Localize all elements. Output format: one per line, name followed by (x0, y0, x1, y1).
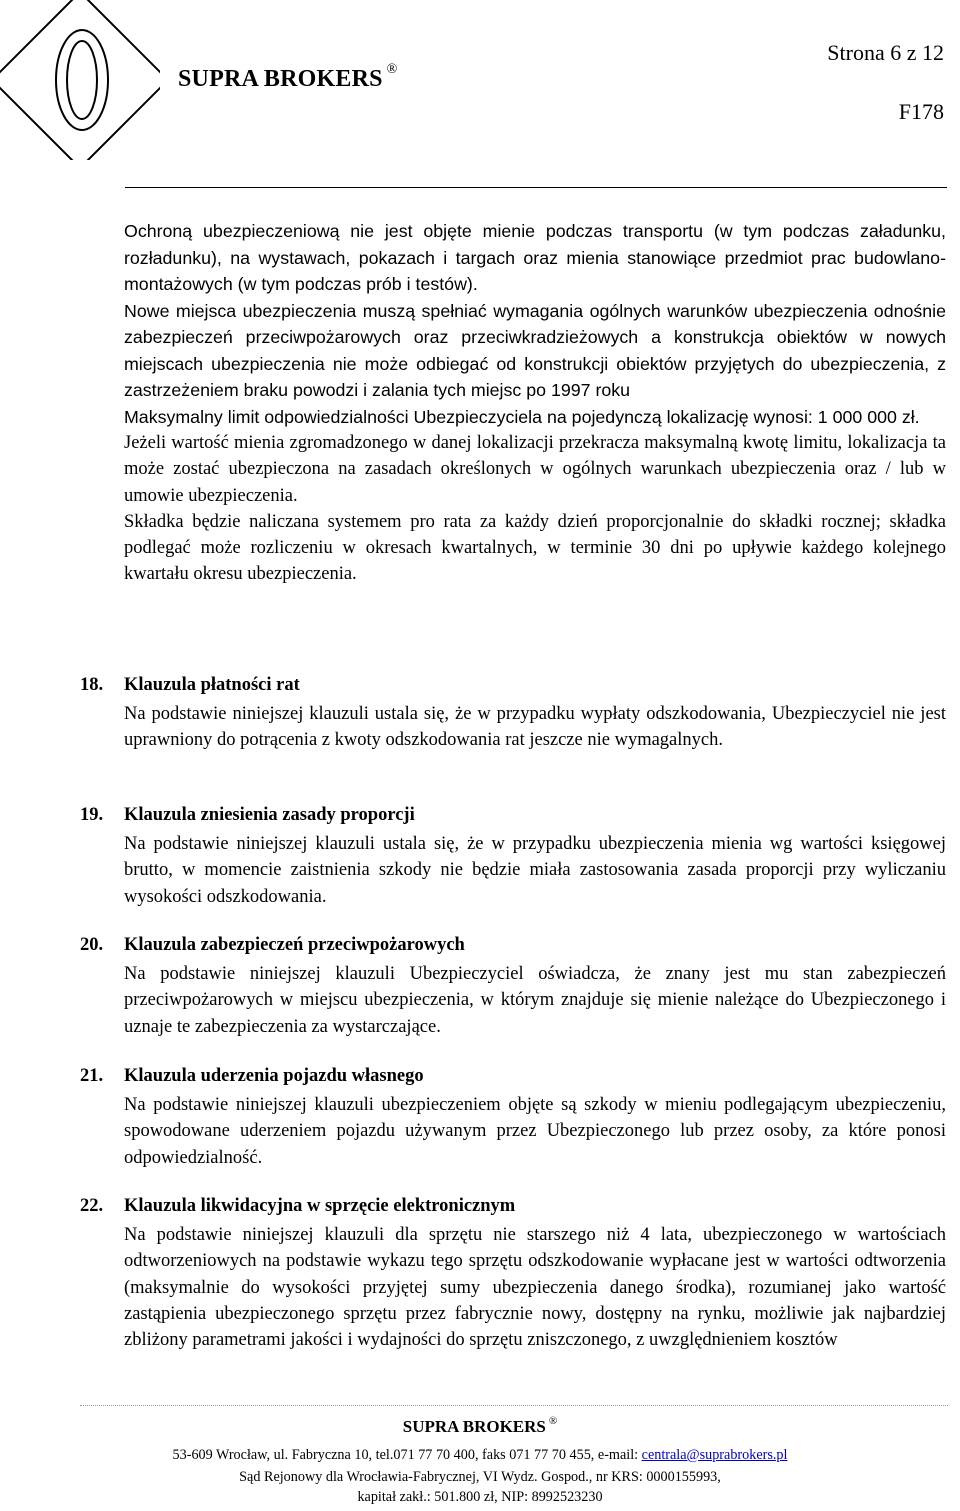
supra-brokers-logo-icon (0, 0, 160, 160)
section-body-19: Na podstawie niniejszej klauzuli ustala się, że w przypadku ubezpieczenia mienia wg wartości księgowej brutto, w momencie zaistnienia szkody nie będzie miała zastosowania zasada proporcji przy wyliczaniu wysokości odszkodowania. (124, 834, 946, 907)
intro-paragraph-premium: Składka będzie naliczana systemem pro rata za każdy dzień proporcjonalnie do składki rocznej; składka podlegać może rozliczeniu w okresach kwartalnych, w terminie 30 dni po upływie każdego kolejnego kwartału okresu ubezpieczenia. (124, 511, 946, 585)
footer-email-link[interactable]: centrala@suprabrokers.pl (641, 1447, 788, 1463)
page-number: Strona 6 z 12 (827, 40, 944, 65)
intro-paragraph-excess-value: Jeżeli wartość mienia zgromadzonego w danej lokalizacji przekracza maksymalną kwotę limitu, lokalizacja ta może zostać ubezpieczona na zasadach określonych w ogólnych warunkach ubezpieczenia oraz / lub w umowie ubezpieczenia. (124, 433, 946, 506)
intro-paragraph-transport: Ochroną ubezpieczeniową nie jest objęte mienie podczas transportu (w tym podczas załadunku, rozładunku), na wystawach, pokazach i targach oraz mienia stanowiące przedmiot prac budowlano-montażowych (w tym podczas prób i testów). (124, 221, 946, 294)
section-body-21: Na podstawie niniejszej klauzuli ubezpieczeniem objęte są szkody w mieniu podlegającym ubezpieczeniu, spowodowane uderzeniem pojazdu używanym przez Ubezpieczonego lub przez osoby, za które ponosi odpowiedzialność. (124, 1095, 946, 1168)
footer-court-registration: Sąd Rejonowy dla Wrocławia-Fabrycznej, VI Wydz. Gospod., nr KRS: 0000155993, (239, 1469, 721, 1485)
registered-mark: ® (386, 62, 398, 77)
section-heading-22: 22. Klauzula likwidacyjna w sprzęcie elektronicznym (80, 1196, 516, 1216)
footer-capital: kapitał zakł.: 501.800 zł, NIP: 8992523230 (357, 1489, 603, 1505)
intro-paragraph-limit: Maksymalny limit odpowiedzialności Ubezpieczyciela na pojedynczą lokalizację wynosi: 1 000 000 zł. (124, 406, 920, 427)
section-heading-20: 20. Klauzula zabezpieczeń przeciwpożarowych (80, 935, 465, 955)
section-heading-18: 18. Klauzula płatności rat (80, 675, 300, 695)
section-body-22: Na podstawie niniejszej klauzuli dla sprzętu nie starszego niż 4 lata, ubezpieczonego w wartościach odtworzeniowych na podstawie wykazu tego sprzętu odszkodowanie wypłacane jest w wartości odtworzenia (maksymalnie do wysokości przyjętej sumy ubezpieczenia danego środka), rozumianej jako wartość zastąpienia ubezpieczonego sprzętu przez fabrycznie nowy, dostępny na rynku, możliwie jak najbardziej zbliżony parametrami jakości i wydajności do sprzętu zniszczonego, z uwzględnieniem kosztów (124, 1225, 946, 1351)
footer-divider (80, 1405, 948, 1406)
intro-block (124, 218, 946, 588)
footer-address: 53-609 Wrocław, ul. Fabryczna 10, tel.071 77 70 400, faks 071 77 70 455, e-mail: centrala@suprabrokers.pl (172, 1447, 788, 1463)
section-body-20: Na podstawie niniejszej klauzuli Ubezpieczyciel oświadcza, że znany jest mu stan zabezpieczeń przeciwpożarowych w miejscu ubezpieczenia, w którym znajduje się mienie należące do Ubezpieczonego i uznaje te zabezpieczenia za wystarczające. (124, 964, 946, 1037)
form-code: F178 (898, 99, 944, 124)
section-heading-19: 19. Klauzula zniesienia zasady proporcji (80, 805, 415, 825)
header-divider (125, 187, 947, 188)
footer-brand: SUPRA BROKERS ® (402, 1415, 558, 1436)
section-heading-21: 21. Klauzula uderzenia pojazdu własnego (80, 1066, 424, 1086)
intro-paragraph-new-locations: Nowe miejsca ubezpieczenia muszą spełniać wymagania ogólnych warunków ubezpieczenia odnośnie zabezpieczeń przeciwpożarowych oraz przeciwkradzieżowych a konstrukcja obiektów w nowych miejscach ubezpieczenia nie może odbiegać od konstrukcji obiektów przyjętych do ubezpieczenia, z zastrzeżeniem braku powodzi i zalania tych miejsc po 1997 roku (124, 300, 946, 400)
section-body-18: Na podstawie niniejszej klauzuli ustala się, że w przypadku wypłaty odszkodowania, Ubezpieczyciel nie jest uprawniony do potrącenia z kwoty odszkodowania rat jeszcze nie wymagalnych. (124, 704, 946, 751)
header-brand: SUPRA BROKERS ® (178, 62, 398, 92)
footer-registered-mark: ® (548, 1415, 558, 1427)
